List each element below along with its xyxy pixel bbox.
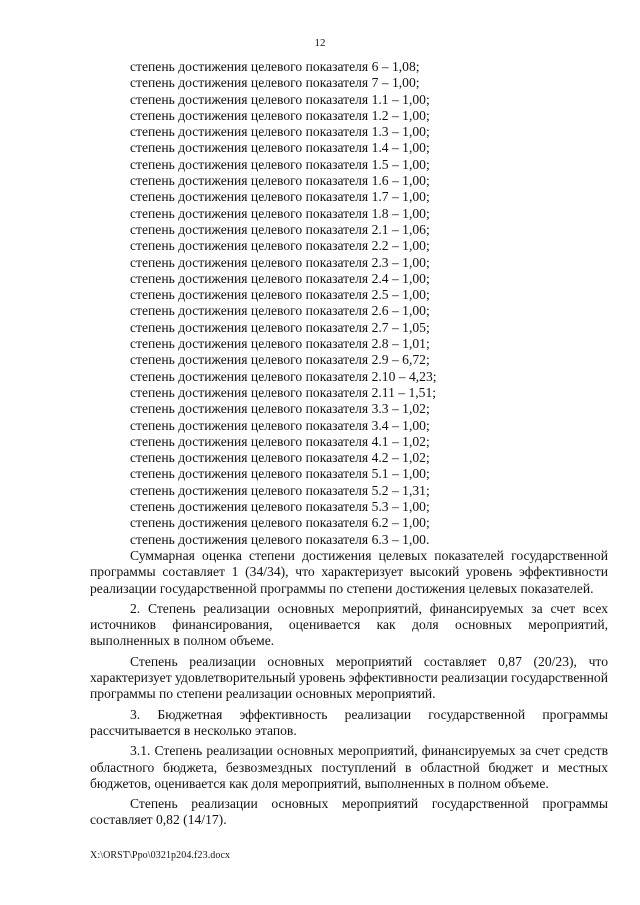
indicator-line: степень достижения целевого показателя 5.1 – 1,00;: [130, 466, 430, 482]
indicator-line: степень достижения целевого показателя 2.2 – 1,00;: [130, 238, 430, 254]
indicator-line: степень достижения целевого показателя 1.2 – 1,00;: [130, 107, 430, 123]
paragraph-3-1: 3.1. Степень реализации основных мероприятий, финансируемых за счет средств областного бюджета, безвозмездных поступлений в областной бюджет и местных бюджетов, оценивается как доля мероприятий, выполненных в полном объеме.: [90, 743, 608, 791]
indicator-line: степень достижения целевого показателя 2.1 – 1,06;: [130, 221, 430, 237]
paragraph-2: 2. Степень реализации основных мероприятий, финансируемых за счет всех источников финансирования, оценивается как доля основных мероприятий, выполненных в полном объеме.: [90, 600, 608, 649]
summary-paragraph: Суммарная оценка степени достижения целевых показателей государственной программы составляет 1 (34/34), что характеризует высокий уровень эффективности реализации государственной программы по степени достижения целевых показателей.: [90, 548, 608, 596]
paragraph-3: 3. Бюджетная эффективность реализации государственной программы рассчитывается в несколько этапов.: [90, 706, 608, 738]
paragraph-3-1-result: Степень реализации основных мероприятий государственной программы составляет 0,82 (14/17).: [90, 796, 608, 828]
indicator-line: степень достижения целевого показателя 2.6 – 1,00;: [130, 303, 430, 319]
indicator-line: степень достижения целевого показателя 2.11 – 1,51;: [130, 384, 437, 400]
body-text: [90, 548, 608, 829]
indicator-line: степень достижения целевого показателя 3.4 – 1,00;: [130, 417, 430, 433]
indicator-line: степень достижения целевого показателя 2.5 – 1,00;: [130, 287, 430, 303]
indicator-line: степень достижения целевого показателя 1.1 – 1,00;: [130, 91, 430, 107]
indicator-line: степень достижения целевого показателя 1.3 – 1,00;: [130, 124, 430, 140]
footer-file-path: X:\ORST\Ppo\0321p204.f23.docx: [90, 850, 231, 861]
indicator-line: степень достижения целевого показателя 4.2 – 1,02;: [130, 450, 430, 466]
indicator-line: степень достижения целевого показателя 1.6 – 1,00;: [130, 173, 430, 189]
indicator-line: степень достижения целевого показателя 2.9 – 6,72;: [130, 352, 430, 368]
indicator-line: степень достижения целевого показателя 6.3 – 1,00.: [130, 531, 430, 547]
paragraph-2-result: Степень реализации основных мероприятий составляет 0,87 (20/23), что характеризует удовлетворительный уровень эффективности реализации государственной программы по степени реализации основных мероприятий.: [90, 653, 608, 702]
indicator-line: степень достижения целевого показателя 1.5 – 1,00;: [130, 156, 430, 172]
page-number: 12: [314, 37, 326, 49]
indicator-list: [130, 59, 550, 548]
indicator-line: степень достижения целевого показателя 2.10 – 4,23;: [130, 368, 437, 384]
indicator-line: степень достижения целевого показателя 1.7 – 1,00;: [130, 189, 430, 205]
indicator-line: степень достижения целевого показателя 1.4 – 1,00;: [130, 140, 430, 156]
indicator-line: степень достижения целевого показателя 2.8 – 1,01;: [130, 336, 430, 352]
indicator-line: степень достижения целевого показателя 3.3 – 1,02;: [130, 401, 430, 417]
indicator-line: степень достижения целевого показателя 6 – 1,08;: [130, 59, 420, 74]
indicator-line: степень достижения целевого показателя 2.3 – 1,00;: [130, 254, 430, 270]
indicator-line: степень достижения целевого показателя 5.2 – 1,31;: [130, 482, 430, 498]
indicator-line: степень достижения целевого показателя 4.1 – 1,02;: [130, 433, 430, 449]
indicator-line: степень достижения целевого показателя 5.3 – 1,00;: [130, 499, 430, 515]
indicator-line: степень достижения целевого показателя 2.4 – 1,00;: [130, 270, 430, 286]
indicator-line: степень достижения целевого показателя 1.8 – 1,00;: [130, 205, 430, 221]
indicator-line: степень достижения целевого показателя 2.7 – 1,05;: [130, 319, 430, 335]
indicator-line: степень достижения целевого показателя 7 – 1,00;: [130, 75, 420, 91]
indicator-line: степень достижения целевого показателя 6.2 – 1,00;: [130, 515, 430, 531]
